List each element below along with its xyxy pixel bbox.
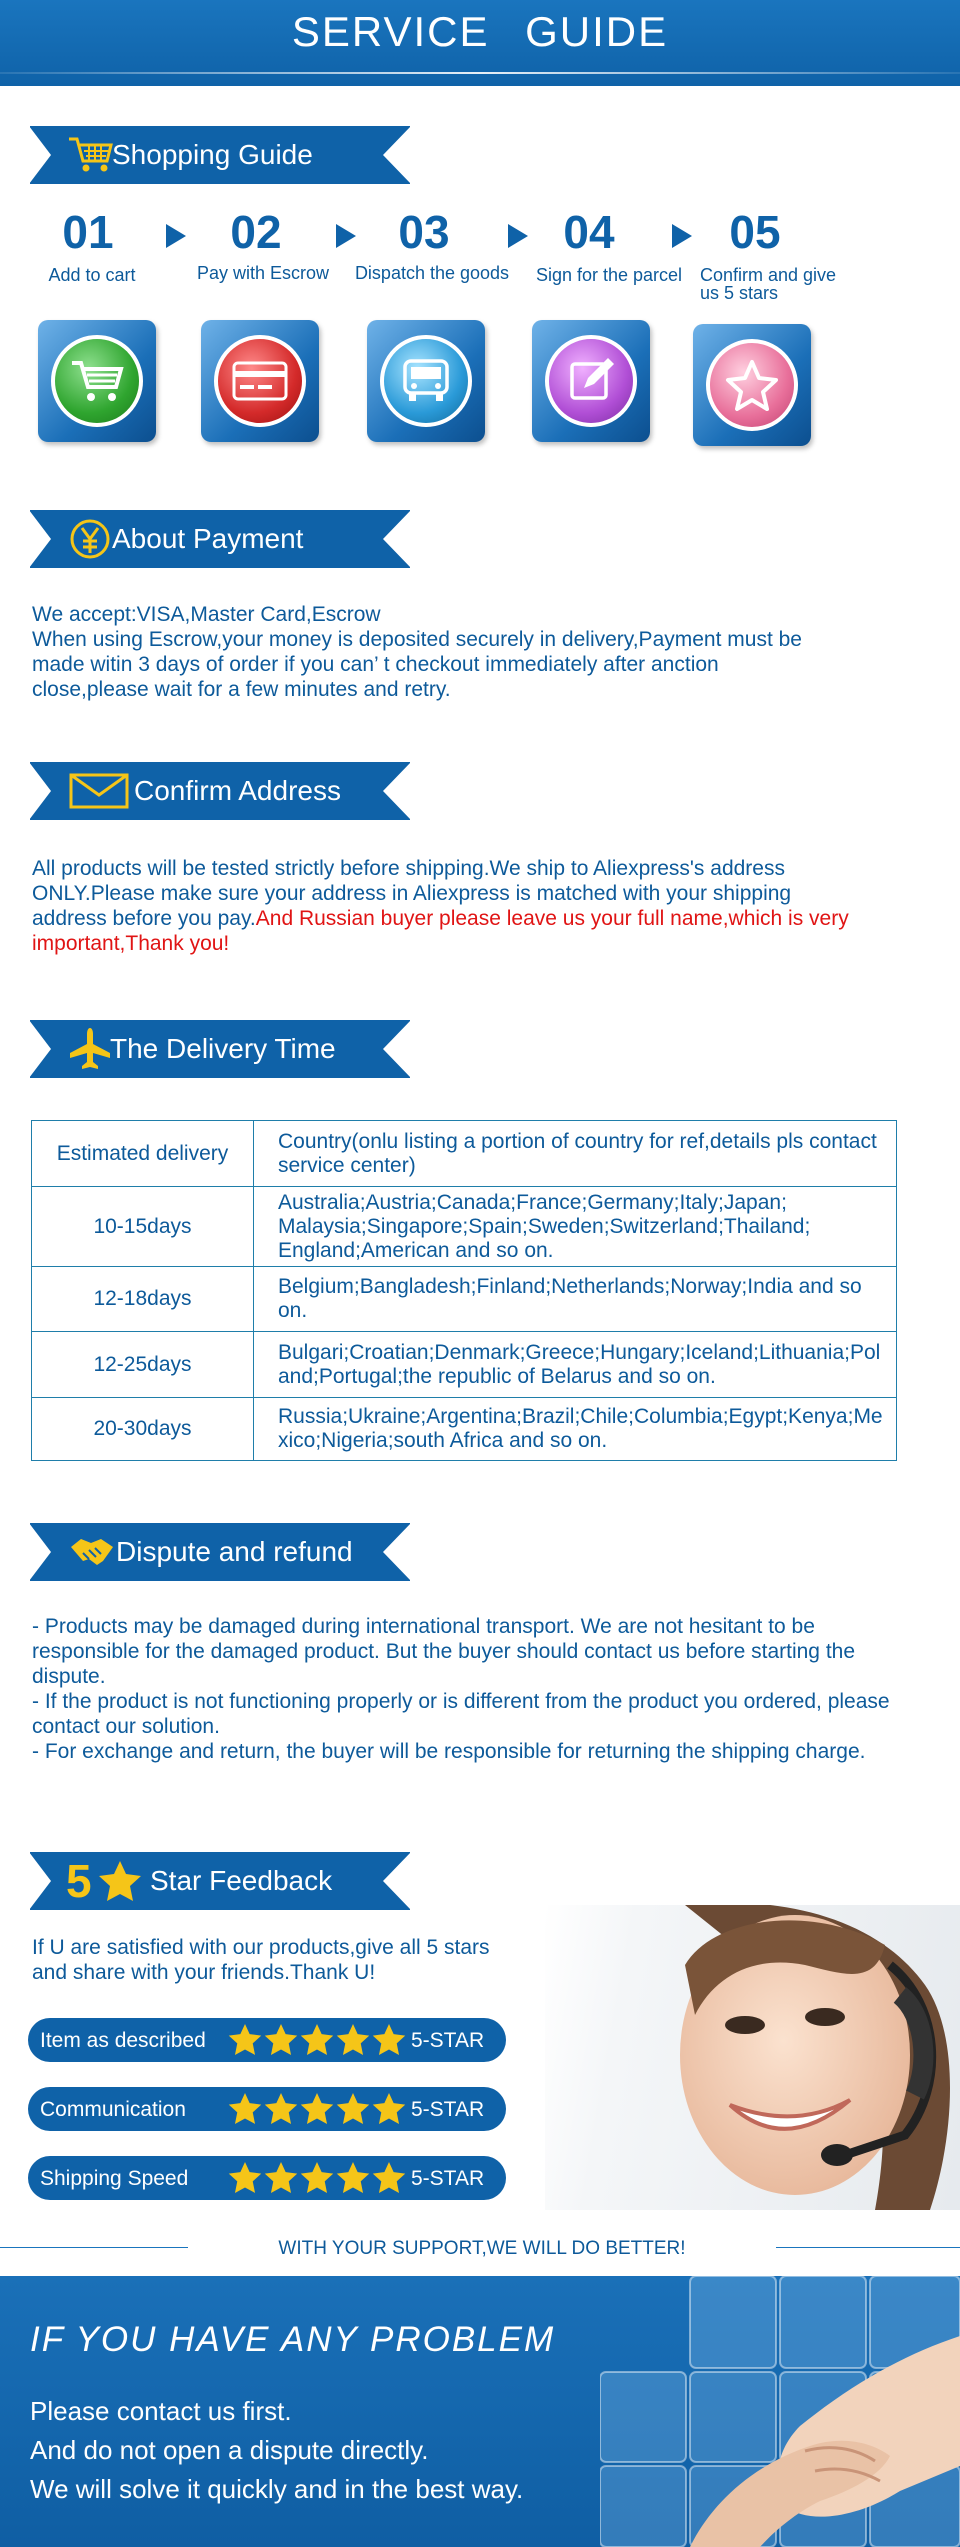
step-3-icon-tile [367, 320, 485, 442]
support-slogan: WITH YOUR SUPPORT,WE WILL DO BETTER! [278, 2238, 686, 2259]
table-row [32, 1267, 897, 1332]
feedback-label: Item as described [40, 2029, 206, 2052]
feedback-intro-text: If U are satisfied with our products,give all 5 stars and share with your friends.Thank U! [32, 1936, 490, 1984]
about-payment-title: About Payment [112, 523, 304, 554]
handshake-icon [68, 1529, 116, 1575]
step-2-label: Pay with Escrow [196, 263, 330, 283]
address-text: All products will be tested strictly before shipping.We ship to Aliexpress's address ONLY.Please make sure your address in Aliexpress is matched with your shipping address before you pay. [32, 857, 792, 930]
star-icon [264, 2161, 298, 2200]
confirm-address-title: Confirm Address [134, 775, 341, 806]
dispute-item: - Products may be damaged during international transport. We are not hesitant to be responsible for the damaged product. But the buyer should contact us before starting the dispute. [32, 1615, 856, 1688]
star-icon [96, 1858, 144, 1904]
star-icon [372, 2092, 406, 2131]
table-row [32, 1398, 897, 1461]
footer-line: And do not open a dispute directly. [30, 2435, 429, 2465]
divider-right [776, 2247, 960, 2248]
step-1-icon-tile [38, 320, 156, 442]
table-cell: 10-15days [32, 1187, 254, 1267]
footer-lines [30, 2392, 523, 2509]
delivery-time-banner [30, 1020, 410, 1078]
star-icon [372, 2023, 406, 2062]
star-feedback-banner [30, 1852, 410, 1910]
feedback-five-number: 5 [66, 1855, 92, 1907]
footer-line: Please contact us first. [30, 2396, 292, 2426]
star-icon [300, 2023, 334, 2062]
step-1-label: Add to cart [48, 265, 136, 285]
table-cell: 12-18days [32, 1267, 254, 1332]
feedback-label: Communication [40, 2098, 186, 2121]
airplane-icon [66, 1026, 114, 1072]
rating-stars [228, 2092, 406, 2131]
payment-escrow-text: When using Escrow,your money is deposited securely in delivery,Payment must be made witin 3 days of order if you can’ t checkout immediately after anction close,please wait for a few minutes and retry. [32, 628, 802, 701]
cart-icon [51, 335, 143, 427]
delivery-time-title: The Delivery Time [110, 1033, 336, 1064]
star-icon [372, 2161, 406, 2200]
credit-card-icon [214, 335, 306, 427]
table-cell: 20-30days [32, 1398, 254, 1461]
star-feedback-title: Star Feedback [150, 1865, 333, 1896]
table-cell: Australia;Austria;Canada;France;Germany;Italy;Japan; Malaysia;Singapore;Spain;Sweden;Switzerland;Thailand; England;American and so on. [254, 1187, 897, 1267]
feedback-rating: 5-STAR [411, 2098, 485, 2121]
payment-accepted-text: We accept:VISA,Master Card,Escrow [32, 603, 381, 626]
page-header [0, 0, 960, 86]
table-cell: 12-25days [32, 1332, 254, 1398]
step-4-number: 04 [563, 206, 615, 258]
step-5-label: Confirm and give us 5 stars [700, 265, 837, 303]
table-cell: Russia;Ukraine;Argentina;Brazil;Chile;Columbia;Egypt;Kenya;Mexico;Nigeria;south Africa and so on. [254, 1398, 897, 1461]
about-payment-banner [30, 510, 410, 568]
table-cell: Bulgari;Croatian;Denmark;Greece;Hungary;Iceland;Lithuania;Poland;Portugal;the republic of Belarus and so on. [254, 1332, 897, 1398]
feedback-item-described [28, 2018, 506, 2062]
star-icon [228, 2023, 262, 2062]
dispute-item: - If the product is not functioning properly or is different from the product you ordered, please contact our solution. [32, 1690, 890, 1738]
footer-headline: IF YOU HAVE ANY PROBLEM [30, 2320, 556, 2359]
support-agent-photo [545, 1905, 960, 2210]
feedback-item-shipping [28, 2156, 506, 2200]
step-5-icon-tile [693, 324, 811, 446]
shopping-guide-banner [30, 126, 410, 184]
shopping-cart-icon [66, 132, 114, 178]
table-row [32, 1332, 897, 1398]
truck-icon [380, 335, 472, 427]
dispute-item: - For exchange and return, the buyer will be responsible for returning the shipping charge. [32, 1740, 866, 1763]
star-icon [264, 2023, 298, 2062]
step-3-number: 03 [398, 206, 450, 258]
step-1-number: 01 [62, 206, 114, 258]
pen-icon [545, 335, 637, 427]
dispute-refund-banner [30, 1523, 410, 1581]
rating-stars [228, 2161, 406, 2200]
feedback-item-communication [28, 2087, 506, 2131]
feedback-label: Shipping Speed [40, 2167, 189, 2190]
envelope-icon [68, 768, 130, 814]
shopping-guide-title: Shopping Guide [112, 139, 313, 170]
dispute-list [32, 1614, 892, 1764]
star-icon [300, 2161, 334, 2200]
address-paragraph [32, 856, 862, 956]
footer-line: We will solve it quickly and in the best way. [30, 2474, 524, 2504]
address-warning-text: And Russian buyer please leave us your full name,which is very important,Thank you! [32, 907, 849, 955]
star-icon [706, 339, 798, 431]
table-header-row [32, 1121, 897, 1187]
star-icon [336, 2161, 370, 2200]
handshake-photo [600, 2276, 960, 2547]
yen-coin-icon [66, 516, 114, 562]
step-5-number: 05 [729, 206, 781, 258]
delivery-table [31, 1120, 897, 1461]
page-title: SERVICE GUIDE [291, 8, 669, 55]
confirm-address-banner [30, 762, 410, 820]
step-3-label: Dispatch the goods [354, 263, 510, 283]
star-icon [228, 2161, 262, 2200]
dispute-refund-title: Dispute and refund [116, 1536, 353, 1567]
rating-stars [228, 2023, 406, 2062]
step-2-number: 02 [230, 206, 282, 258]
feedback-rating: 5-STAR [411, 2167, 485, 2190]
star-icon [264, 2092, 298, 2131]
feedback-rating: 5-STAR [411, 2029, 485, 2052]
contact-footer [0, 2276, 960, 2547]
header-divider [0, 72, 960, 74]
star-icon [336, 2092, 370, 2131]
table-header-cell: Country(onlu listing a portion of country for ref,details pls contact service center) [254, 1121, 897, 1187]
step-4-icon-tile [532, 320, 650, 442]
star-icon [336, 2023, 370, 2062]
table-cell: Belgium;Bangladesh;Finland;Netherlands;Norway;India and so on. [254, 1267, 897, 1332]
table-row [32, 1187, 897, 1267]
star-icon [228, 2092, 262, 2131]
step-2-icon-tile [201, 320, 319, 442]
step-4-label: Sign for the parcel [535, 265, 683, 285]
star-icon [300, 2092, 334, 2131]
table-header-cell: Estimated delivery [32, 1121, 254, 1187]
divider-left [0, 2247, 188, 2248]
